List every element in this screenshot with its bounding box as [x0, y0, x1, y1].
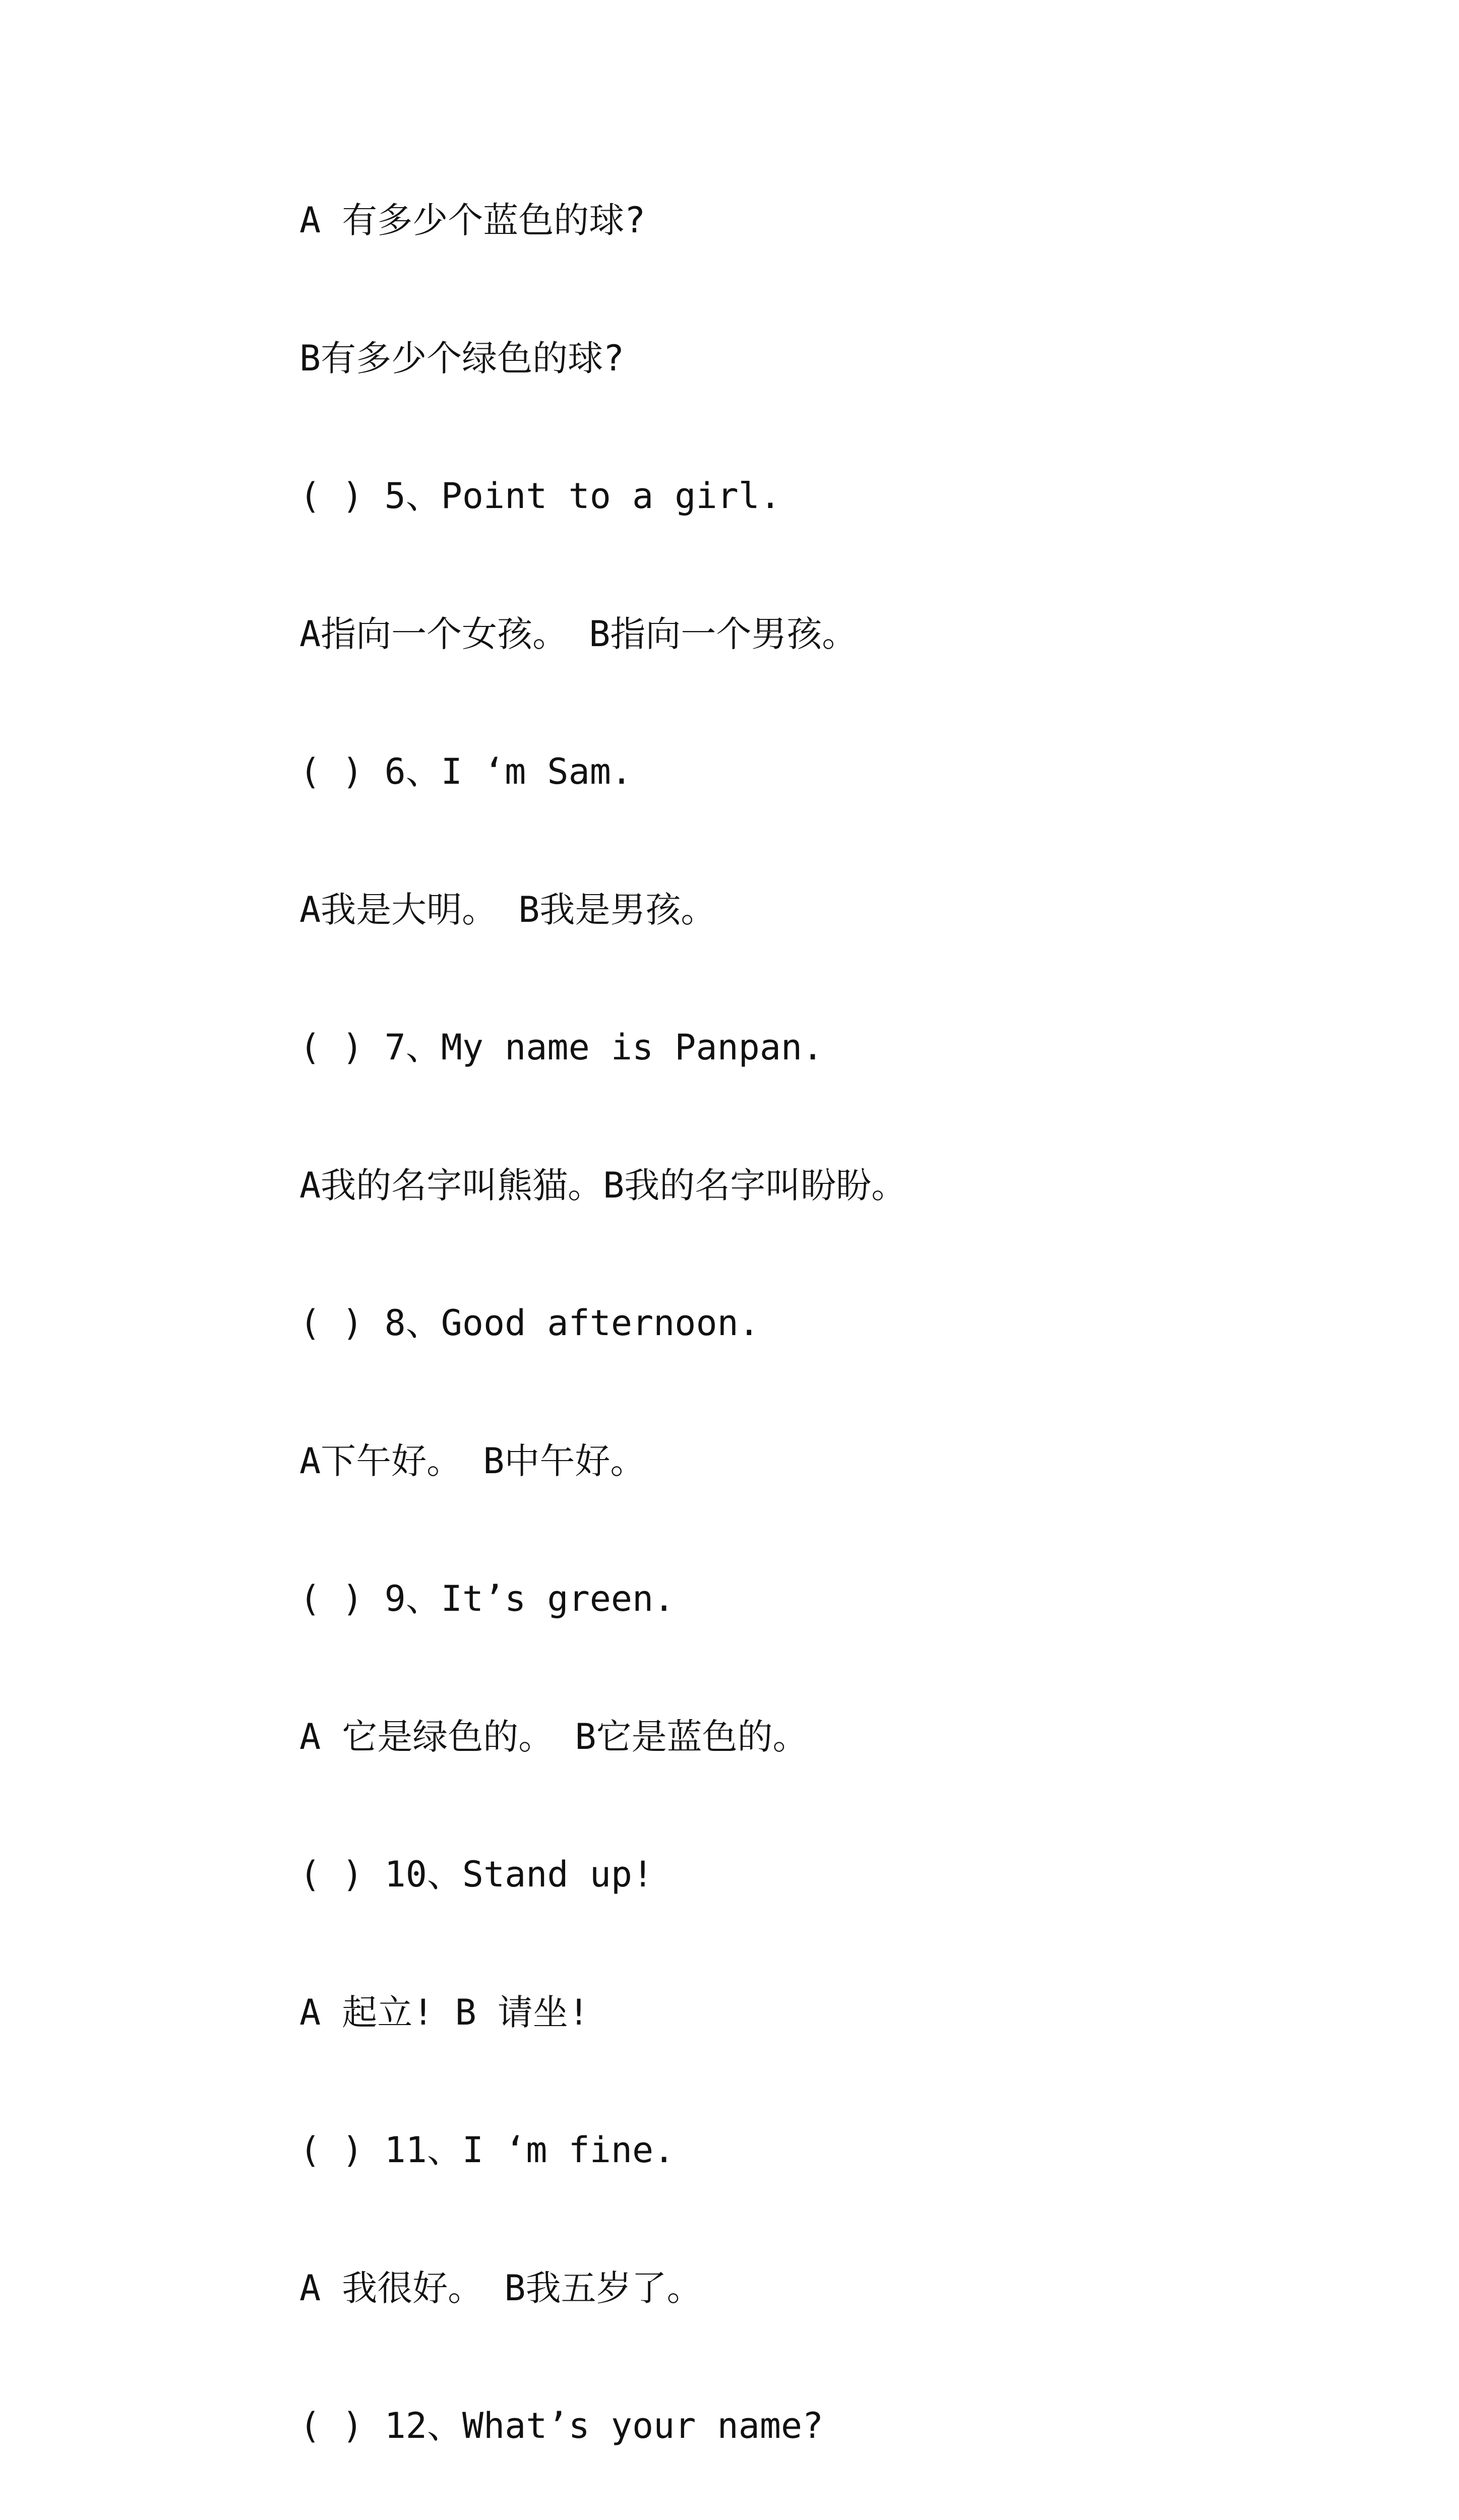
options-line: A 我很好。 B我五岁了。 [299, 2267, 702, 2309]
options-line: A 起立! B 请坐! [299, 1991, 590, 2033]
question-line: ( ) 8、Good afternoon. [299, 1302, 760, 1344]
question-line: ( ) 7、My name is Panpan. [299, 1027, 824, 1068]
options-line: A我的名字叫熊猫。B我的名字叫盼盼。 [299, 1164, 907, 1206]
question-line: ( ) 9、It’s green. [299, 1578, 675, 1619]
question-line: ( ) 6、I ‘m Sam. [299, 751, 633, 792]
options-line: A下午好。 B中午好。 [299, 1440, 646, 1482]
options-line: A我是大明。 B我是男孩。 [299, 889, 716, 930]
question-line: ( ) 10、Stand up! [299, 1854, 654, 1895]
question-line: ( ) 11、I ‘m fine. [299, 2129, 675, 2171]
question-line: ( ) 12、What’s your name? [299, 2405, 824, 2446]
options-line: A 它是绿色的。 B它是蓝色的。 [299, 1716, 808, 1757]
options-line: A指向一个女孩。 B指向一个男孩。 [299, 613, 858, 655]
text-line: A 有多少个蓝色的球? [299, 200, 646, 241]
question-line: ( ) 5、Point to a girl. [299, 475, 781, 517]
text-line: B有多少个绿色的球? [299, 337, 625, 379]
document-body [299, 187, 1358, 2520]
